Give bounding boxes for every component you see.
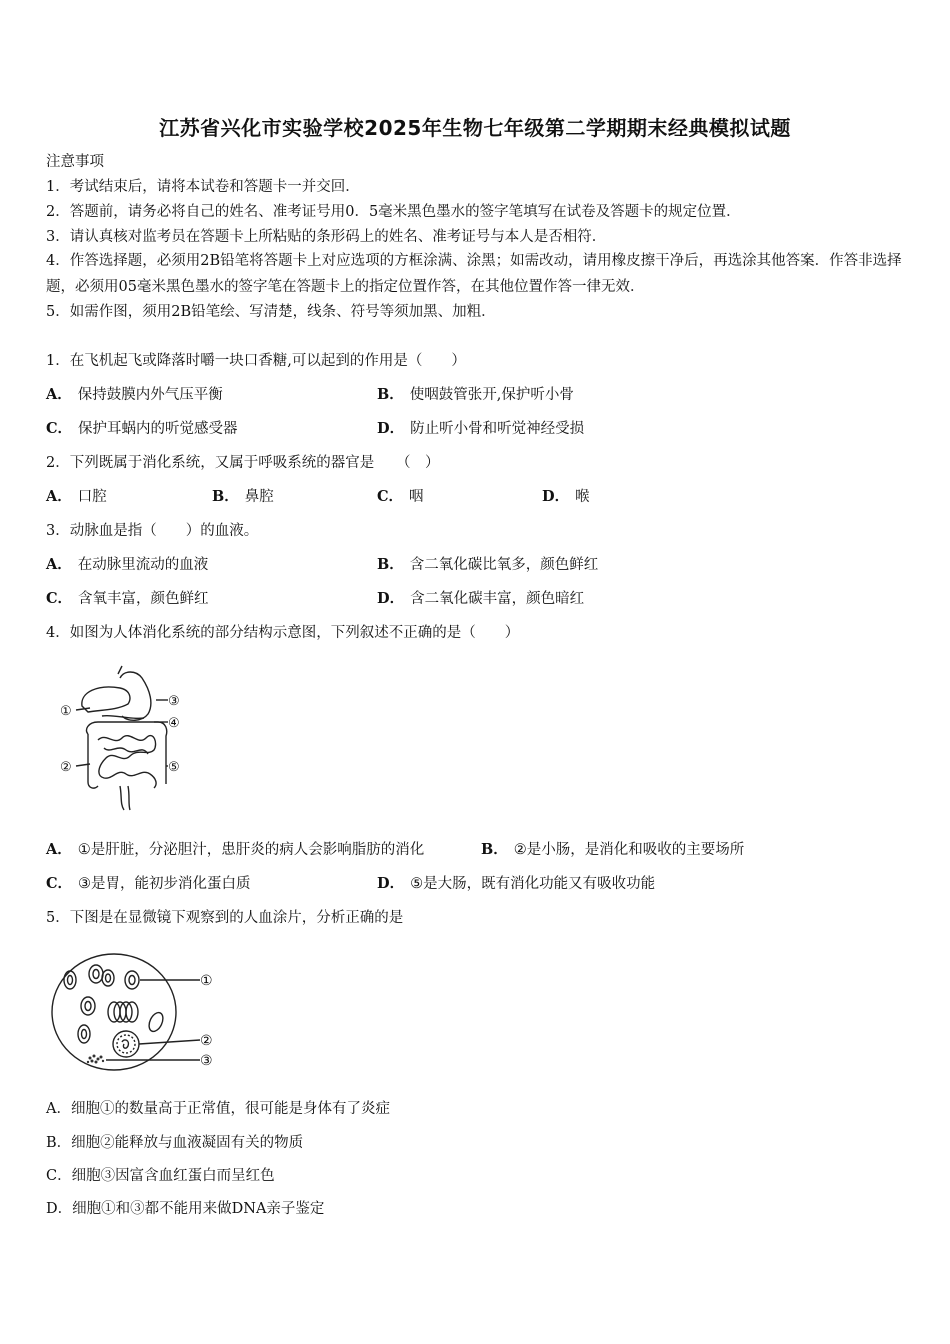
digestive-system-figure: [58, 664, 193, 814]
option-c: C． 保护耳蜗内的听觉感受器: [46, 420, 238, 437]
note-item: 2．答题前，请务必将自己的姓名、准考证号用0．5毫米黑色墨水的签字笔填写在试卷及答题卡的规定位置．: [46, 204, 741, 220]
option-b: B． 使咽鼓管张开,保护听小骨: [377, 386, 574, 403]
option-c: C． 含氧丰富，颜色鲜红: [46, 590, 209, 607]
figure-label: ①: [200, 973, 213, 989]
option-b: B． 鼻腔: [212, 488, 274, 505]
question-stem: 1．在飞机起飞或降落时嚼一块口香糖,可以起到的作用是（ ）: [46, 353, 466, 369]
option-a: A． 口腔: [46, 488, 107, 505]
option-a: A． 在动脉里流动的血液: [46, 556, 209, 573]
figure-label: ⑤: [168, 760, 180, 775]
option-a: A． 保持鼓膜内外气压平衡: [46, 386, 223, 403]
figure-label: ②: [200, 1033, 213, 1049]
option-c: C．细胞③因富含血红蛋白而呈红色: [46, 1168, 275, 1184]
question-stem: 5．下图是在显微镜下观察到的人血涂片，分析正确的是: [46, 910, 404, 926]
option-d: D． 喉: [542, 488, 590, 505]
blood-smear-figure: [48, 950, 223, 1080]
option-c: C． 咽: [377, 488, 424, 505]
page-title: 江苏省兴化市实验学校2025年生物七年级第二学期期末经典模拟试题: [159, 116, 791, 140]
option-a: A．细胞①的数量高于正常值，很可能是身体有了炎症: [46, 1101, 390, 1117]
option-c: C． ③是胃，能初步消化蛋白质: [46, 875, 251, 892]
option-d: D． 防止听小骨和听觉神经受损: [377, 420, 585, 437]
question-stem: 3．动脉血是指（ ）的血液。: [46, 523, 259, 539]
platelets: [87, 1055, 104, 1064]
question-stem: 4．如图为人体消化系统的部分结构示意图，下列叙述不正确的是（ ）: [46, 625, 520, 641]
option-d: D． 含二氧化碳丰富，颜色暗红: [377, 590, 585, 607]
note-item: 1．考试结束后，请将本试卷和答题卡一并交回．: [46, 179, 360, 195]
stomach-shape: [120, 672, 151, 720]
note-item: 3．请认真核对监考员在答题卡上所粘贴的条形码上的姓名、准考证号与本人是否相符．: [46, 229, 607, 245]
figure-label: ③: [168, 694, 180, 709]
question-stem: 2．下列既属于消化系统，又属于呼吸系统的器官是 （ ）: [46, 455, 440, 471]
option-b: B． ②是小肠，是消化和吸收的主要场所: [481, 841, 745, 858]
option-d: D． ⑤是大肠，既有消化功能又有吸收功能: [377, 875, 656, 892]
note-item: 5．如需作图，须用2B铅笔绘、写清楚，线条、符号等须加黑、加粗．: [46, 304, 496, 320]
figure-label: ④: [168, 716, 180, 731]
small-intestine-shape: [98, 736, 156, 788]
notes-heading: 注意事项: [46, 154, 104, 170]
figure-label: ②: [60, 760, 72, 775]
option-a: A． ①是肝脏，分泌胆汁，患肝炎的病人会影响脂肪的消化: [46, 841, 425, 858]
note-item: 4．作答选择题，必须用2B铅笔将答题卡上对应选项的方框涂满、涂黑；如需改动，请用橡皮擦干净后，再选涂其他答案．作答非选择题，必须用05毫米黑色墨水的签字笔在答题卡上的指定位置作答，在其他位置作答一律无效．: [46, 253, 902, 295]
option-b: B． 含二氧化碳比氧多，颜色鲜红: [377, 556, 599, 573]
figure-label: ①: [60, 704, 72, 719]
option-d: D．细胞①和③都不能用来做DNA亲子鉴定: [46, 1201, 325, 1217]
figure-label: ③: [200, 1053, 213, 1069]
option-b: B．细胞②能释放与血液凝固有关的物质: [46, 1135, 304, 1151]
